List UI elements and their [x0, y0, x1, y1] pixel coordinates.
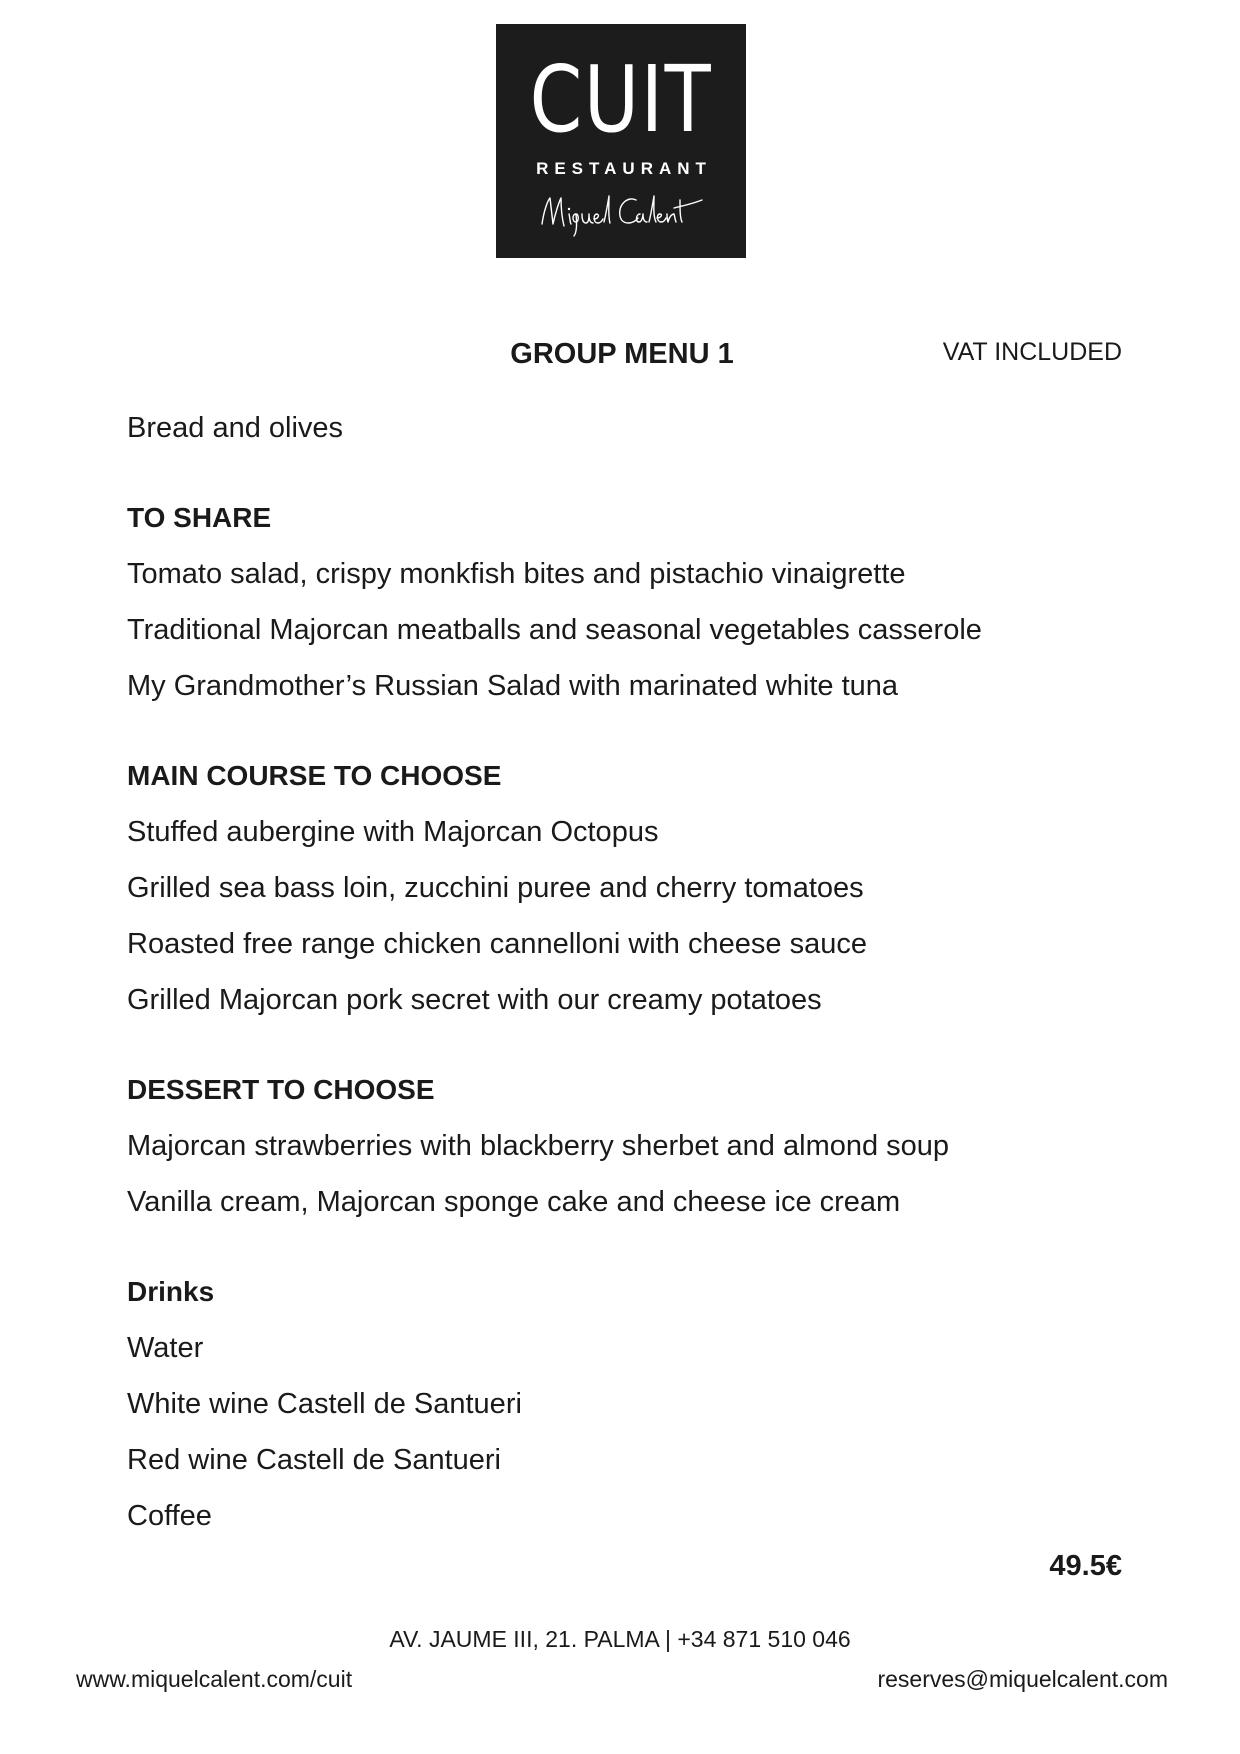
menu-item: White wine Castell de Santueri	[127, 1388, 522, 1420]
vat-note: VAT INCLUDED	[942, 338, 1122, 366]
section-heading-dessert: DESSERT TO CHOOSE	[127, 1074, 435, 1105]
menu-item: Tomato salad, crispy monkfish bites and pistachio vinaigrette	[127, 558, 906, 590]
logo-wordmark: CUIT	[529, 46, 713, 153]
menu-item: My Grandmother’s Russian Salad with marinated white tuna	[127, 670, 899, 702]
logo-subtitle: RESTAURANT	[536, 159, 712, 178]
menu-item: Red wine Castell de Santueri	[127, 1444, 501, 1476]
section-heading-main-course: MAIN COURSE TO CHOOSE	[127, 760, 502, 791]
menu-item: Water	[127, 1332, 204, 1364]
footer-address: AV. JAUME III, 21. PALMA | +34 871 510 046	[389, 1626, 851, 1652]
signature-icon	[536, 184, 706, 240]
section-heading-drinks: Drinks	[127, 1276, 215, 1307]
section-heading-to-share: TO SHARE	[127, 502, 272, 533]
footer-website-link[interactable]: www.miquelcalent.com/cuit	[76, 1666, 353, 1692]
menu-content	[127, 400, 1127, 1544]
menu-item: Grilled sea bass loin, zucchini puree and cherry tomatoes	[127, 872, 864, 904]
menu-price: 49.5€	[1049, 1550, 1122, 1582]
menu-item: Stuffed aubergine with Majorcan Octopus	[127, 816, 659, 848]
menu-intro: Bread and olives	[127, 412, 344, 444]
restaurant-logo	[496, 24, 746, 258]
menu-item: Coffee	[127, 1500, 212, 1532]
menu-item: Roasted free range chicken cannelloni with cheese sauce	[127, 928, 867, 960]
menu-item: Majorcan strawberries with blackberry sherbet and almond soup	[127, 1130, 950, 1162]
menu-item: Grilled Majorcan pork secret with our creamy potatoes	[127, 984, 822, 1016]
menu-item: Traditional Majorcan meatballs and seasonal vegetables casserole	[127, 614, 982, 646]
footer-email-link[interactable]: reserves@miquelcalent.com	[877, 1666, 1168, 1692]
menu-title: GROUP MENU 1	[510, 338, 734, 370]
menu-item: Vanilla cream, Majorcan sponge cake and cheese ice cream	[127, 1186, 901, 1218]
